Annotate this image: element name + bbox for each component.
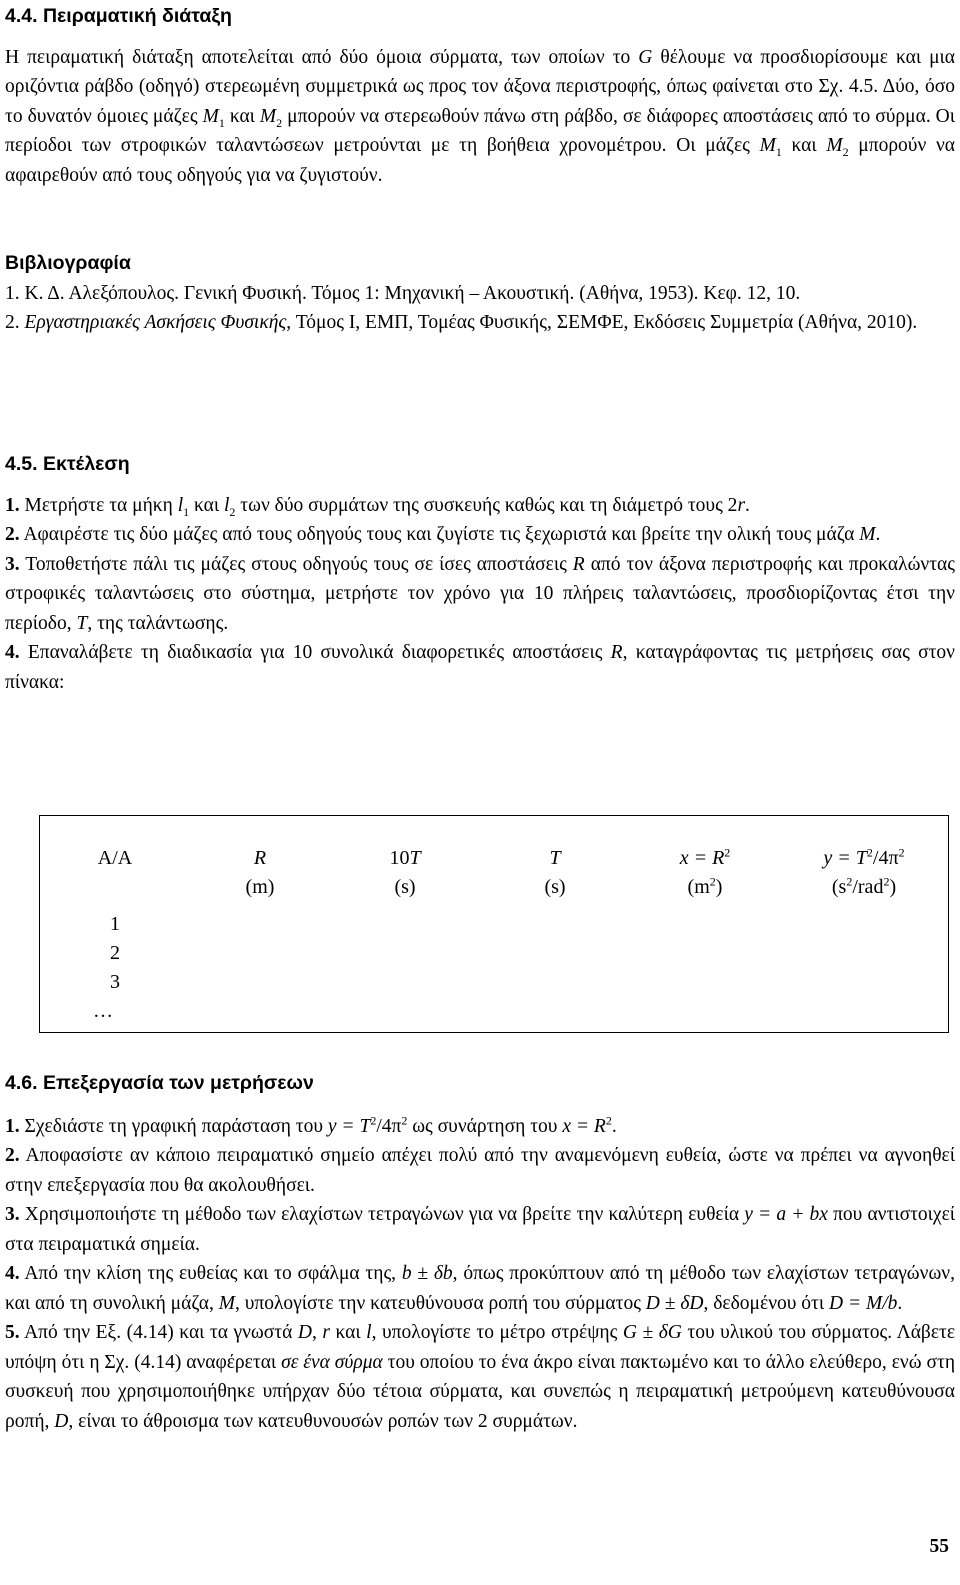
page-number: 55 bbox=[929, 1536, 949, 1557]
section-4-4 bbox=[5, 2, 955, 190]
processing-step-3: 3. Χρησιμοποιήστε τη μέθοδο των ελαχίστων τετραγώνων για να βρείτε την καλύτερη ευθεία y = a + bx που αντιστοιχεί στα πειραματικά σημεία. bbox=[5, 1204, 956, 1255]
step-2: 2. Αφαιρέστε τις δύο μάζες από τους οδηγούς τους και ζυγίστε τις ξεχωριστά και βρείτε την ολική τους μάζα M. bbox=[5, 524, 881, 545]
processing-step-2: 2. Αποφασίστε αν κάποιο πειραματικό σημείο απέχει πολύ από την αναμενόμενη ευθεία, ώστε να πρέπει να αγνοηθεί στην επεξεργασία που θα ακολουθήσει. bbox=[5, 1145, 955, 1196]
processing-step-4: 4. Από την κλίση της ευθείας και το σφάλμα της, b ± δb, όπως προκύπτουν από τη μέθοδο των ελαχίστων τετραγώνων, και από τη συνολική μάζα, M, υπολογίστε την κατευθύνουσα ροπή του σύρματος D ± δD, δεδομένου ότι D = M/b. bbox=[5, 1263, 955, 1314]
table-row-3: 3 bbox=[110, 971, 120, 993]
section-4-5 bbox=[5, 450, 955, 697]
header-index: Α/Α bbox=[97, 847, 133, 869]
table-header-row bbox=[40, 816, 949, 907]
header-y: $y = T^2/4\pi^2$ $(s^2/rad^2)$ bbox=[823, 845, 905, 898]
reference-2: 2. Εργαστηριακές Ασκήσεις Φυσικής, Τόμος Ι, ΕΜΠ, Τομέας Φυσικής, ΣΕΜΦΕ, Εκδόσεις Συμμετρία (Αθήνα, 2010). bbox=[5, 312, 918, 333]
step-3: 3. Τοποθετήστε πάλι τις μάζες στους οδηγούς τους σε ίσες αποστάσεις R από τον άξονα περιστροφής και προκαλώντας στροφικές ταλαντώσεις στο σύστημα, μετρήστε τον χρόνο για 10 πλήρεις ταλαντώσεις, προσδιορίζοντας έτσι την περίοδο, T, της ταλάντωσης. bbox=[5, 553, 955, 634]
row-index-column bbox=[40, 906, 191, 1033]
heading-4-6: 4.6. Επεξεργασία των μετρήσεων bbox=[5, 1072, 314, 1094]
table-body-row bbox=[40, 906, 949, 1033]
table-row-ellipsis: … bbox=[93, 1000, 113, 1022]
processing-step-5: 5. Από την Εξ. (4.14) και τα γνωστά D, r και l, υπολογίστε το μέτρο στρέψης G ± δG του υλικού του σύρματος. Λάβετε υπόψη ότι η Σχ. (4.14) αναφέρεται σε ένα σύρμα του οποίου το ένα άκρο είναι πακτωμένο και το άλλο ελεύθερο, ενώ στη συσκευή που χρησιμοποιήθηκε υπήρχαν δύο τέτοια σύρματα, και συνεπώς η πειραματική μετρούμενη κατευθύνουσα ροπή, D, είναι το άθροισμα των κατευθυνουσών ροπών των 2 συρμάτων. bbox=[5, 1322, 956, 1432]
processing-step-1: 1. Σχεδιάστε τη γραφική παράσταση του $y = T^2/4\pi^2$ ως συνάρτηση του $x = R^2$. bbox=[5, 1113, 617, 1137]
measurements-table bbox=[39, 815, 949, 1033]
step-1: 1. Μετρήστε τα μήκη $l_1$ και $l_2$ των δύο συρμάτων της συσκευής καθώς και τη διάμετρό τους 2r. bbox=[5, 494, 750, 519]
header-T: T (s) bbox=[544, 847, 566, 898]
table-row-1: 1 bbox=[110, 913, 120, 935]
heading-4-5: 4.5. Εκτέλεση bbox=[5, 453, 130, 475]
header-10T: 10T (s) bbox=[389, 847, 421, 898]
heading-4-4: 4.4. Πειραματική διάταξη bbox=[5, 5, 232, 27]
bibliography bbox=[5, 249, 955, 338]
step-4: 4. Επαναλάβετε τη διαδικασία για 10 συνολικά διαφορετικές αποστάσεις R, καταγράφοντας τις μετρήσεις σας στον πίνακα: bbox=[5, 642, 955, 693]
paragraph-setup: Η πειραματική διάταξη αποτελείται από δύο όμοια σύρματα, των οποίων το G θέλουμε να προσδιορίσουμε και μια οριζόντια ράβδο (οδηγό) στερεωμένη συμμετρικά ως προς τον άξονα περιστροφής, όπως φαίνεται στο Σχ. 4.5. Δύο, όσο το δυνατόν όμοιες μάζες $M_1$ και $M_2$ μπορούν να στερεωθούν πάνω στη ράβδο, σε διάφορες αποστάσεις από το σύρμα. Οι περίοδοι των στροφικών ταλαντώσεων μετρούνται με τη βοήθεια χρονομέτρου. Οι μάζες $M_1$ και $M_2$ μπορούν να αφαιρεθούν από τους οδηγούς για να ζυγιστούν. bbox=[5, 46, 956, 186]
header-R: R (m) bbox=[245, 847, 275, 898]
table-row-2: 2 bbox=[110, 942, 120, 964]
section-4-6 bbox=[5, 1069, 955, 1436]
bibliography-title: Βιβλιογραφία bbox=[5, 252, 131, 274]
header-x: $x = R^2$ $(m^2)$ bbox=[679, 845, 731, 898]
reference-1: 1. Κ. Δ. Αλεξόπουλος. Γενική Φυσική. Τόμος 1: Μηχανική – Ακουστική. (Αθήνα, 1953). Κεφ. 12, 10. bbox=[5, 282, 801, 304]
